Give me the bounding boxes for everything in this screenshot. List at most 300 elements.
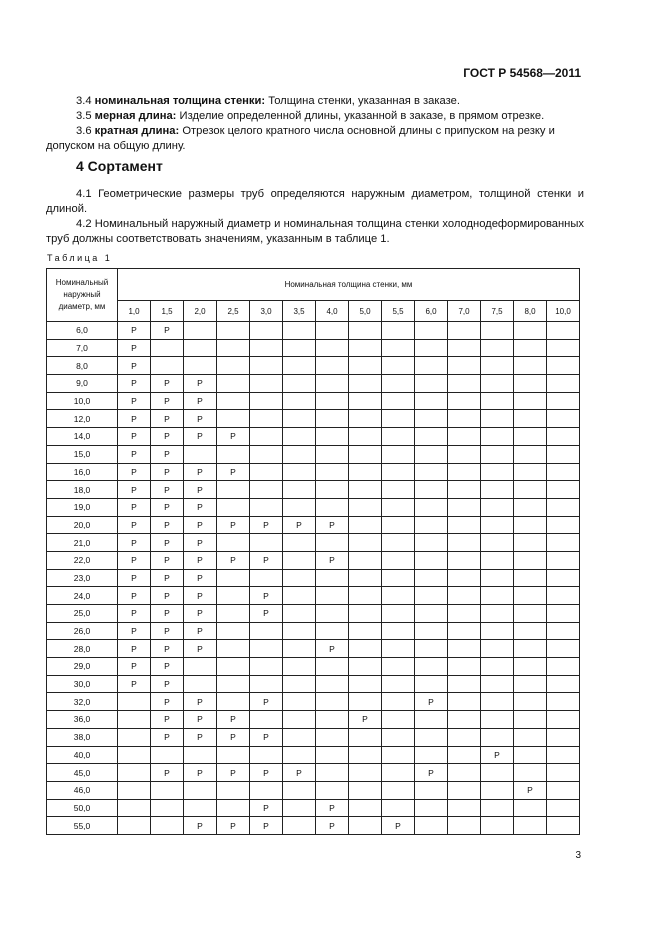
availability-cell <box>382 764 415 782</box>
availability-cell <box>514 817 547 835</box>
availability-cell <box>283 622 316 640</box>
availability-cell <box>547 658 580 676</box>
table-row <box>47 675 580 693</box>
availability-cell <box>514 322 547 340</box>
availability-cell <box>283 658 316 676</box>
availability-cell <box>316 622 349 640</box>
availability-cell: P <box>250 817 283 835</box>
diameter-cell: 12,0 <box>47 410 118 428</box>
availability-cell <box>481 322 514 340</box>
thickness-header-cell: 6,0 <box>415 301 448 322</box>
availability-cell: P <box>151 711 184 729</box>
availability-cell <box>184 445 217 463</box>
availability-cell <box>250 622 283 640</box>
availability-cell: P <box>118 605 151 623</box>
table-row <box>47 817 580 835</box>
definition-3-6 <box>46 124 584 154</box>
availability-cell: P <box>184 392 217 410</box>
availability-cell <box>514 551 547 569</box>
availability-cell <box>349 445 382 463</box>
availability-cell <box>316 357 349 375</box>
availability-cell: P <box>316 817 349 835</box>
availability-cell <box>382 569 415 587</box>
availability-cell <box>250 357 283 375</box>
thickness-values-row <box>47 301 580 322</box>
availability-cell <box>448 516 481 534</box>
diameter-cell: 20,0 <box>47 516 118 534</box>
availability-cell <box>118 817 151 835</box>
definition-term: кратная длина: <box>94 125 180 137</box>
availability-cell <box>316 587 349 605</box>
availability-cell <box>415 551 448 569</box>
availability-cell <box>250 339 283 357</box>
availability-cell <box>514 622 547 640</box>
availability-cell <box>415 746 448 764</box>
diameter-cell: 50,0 <box>47 799 118 817</box>
availability-cell <box>184 799 217 817</box>
availability-cell <box>547 799 580 817</box>
availability-cell <box>448 675 481 693</box>
availability-cell <box>217 675 250 693</box>
table-row <box>47 498 580 516</box>
availability-cell <box>481 445 514 463</box>
availability-cell <box>547 693 580 711</box>
availability-cell <box>349 817 382 835</box>
table-row <box>47 534 580 552</box>
availability-cell: P <box>151 481 184 499</box>
availability-cell <box>514 375 547 393</box>
availability-cell <box>382 693 415 711</box>
table-row <box>47 746 580 764</box>
definition-text: Толщина стенки, указанная в заказе. <box>265 95 460 107</box>
availability-cell <box>382 675 415 693</box>
availability-cell <box>481 764 514 782</box>
availability-cell: P <box>118 428 151 446</box>
availability-cell <box>349 375 382 393</box>
availability-cell <box>382 375 415 393</box>
availability-cell <box>118 728 151 746</box>
availability-cell <box>481 569 514 587</box>
availability-cell <box>547 587 580 605</box>
availability-cell: P <box>118 658 151 676</box>
availability-cell <box>217 587 250 605</box>
diameter-cell: 9,0 <box>47 375 118 393</box>
availability-cell: P <box>217 516 250 534</box>
definition-term: номинальная толщина стенки: <box>94 95 266 107</box>
table-row <box>47 463 580 481</box>
availability-cell: P <box>349 711 382 729</box>
table-row <box>47 322 580 340</box>
thickness-header-cell: 5,5 <box>382 301 415 322</box>
availability-cell: P <box>118 534 151 552</box>
availability-cell <box>283 375 316 393</box>
availability-cell: P <box>118 357 151 375</box>
availability-cell <box>415 799 448 817</box>
availability-cell: P <box>151 551 184 569</box>
definition-term: мерная длина: <box>94 110 177 122</box>
availability-cell: P <box>184 516 217 534</box>
availability-cell <box>514 746 547 764</box>
availability-cell <box>382 781 415 799</box>
availability-cell: P <box>250 728 283 746</box>
availability-cell <box>283 428 316 446</box>
availability-cell: P <box>184 605 217 623</box>
availability-cell <box>184 339 217 357</box>
availability-cell <box>316 746 349 764</box>
availability-cell <box>349 410 382 428</box>
section-title: 4 Сортамент <box>76 158 163 174</box>
availability-cell: P <box>151 658 184 676</box>
availability-cell <box>514 357 547 375</box>
availability-cell <box>217 799 250 817</box>
availability-cell <box>382 534 415 552</box>
availability-cell <box>547 711 580 729</box>
availability-cell <box>547 392 580 410</box>
thickness-header-cell: 5,0 <box>349 301 382 322</box>
availability-cell <box>283 357 316 375</box>
availability-cell: P <box>184 498 217 516</box>
availability-cell <box>250 746 283 764</box>
availability-cell <box>382 481 415 499</box>
availability-cell <box>382 428 415 446</box>
availability-cell: P <box>118 481 151 499</box>
diameter-cell: 8,0 <box>47 357 118 375</box>
availability-cell <box>415 392 448 410</box>
table-label: Таблица 1 <box>47 253 113 263</box>
availability-cell: P <box>151 534 184 552</box>
availability-cell <box>349 551 382 569</box>
availability-cell <box>349 658 382 676</box>
availability-cell <box>349 640 382 658</box>
availability-cell: P <box>217 711 250 729</box>
availability-cell <box>547 764 580 782</box>
availability-cell <box>283 675 316 693</box>
thickness-header-cell: 1,0 <box>118 301 151 322</box>
availability-cell <box>283 410 316 428</box>
availability-cell <box>349 534 382 552</box>
availability-cell <box>283 392 316 410</box>
availability-cell <box>283 445 316 463</box>
diameter-cell: 26,0 <box>47 622 118 640</box>
availability-cell <box>217 498 250 516</box>
availability-cell: P <box>151 587 184 605</box>
availability-cell <box>250 410 283 428</box>
availability-cell <box>481 587 514 605</box>
availability-cell: P <box>481 746 514 764</box>
availability-cell <box>283 728 316 746</box>
availability-cell: P <box>250 605 283 623</box>
availability-cell <box>151 817 184 835</box>
availability-cell: P <box>118 551 151 569</box>
availability-cell <box>415 587 448 605</box>
availability-cell <box>382 445 415 463</box>
availability-cell <box>481 534 514 552</box>
diameter-cell: 15,0 <box>47 445 118 463</box>
table-row <box>47 711 580 729</box>
availability-cell <box>481 516 514 534</box>
availability-cell <box>349 428 382 446</box>
availability-cell <box>415 728 448 746</box>
availability-cell <box>283 817 316 835</box>
availability-cell <box>382 339 415 357</box>
availability-cell <box>481 392 514 410</box>
availability-cell <box>217 781 250 799</box>
availability-cell <box>415 357 448 375</box>
availability-cell <box>547 463 580 481</box>
availability-cell <box>316 410 349 428</box>
table-row <box>47 410 580 428</box>
availability-cell <box>250 711 283 729</box>
diameter-cell: 40,0 <box>47 746 118 764</box>
diameter-cell: 30,0 <box>47 675 118 693</box>
availability-cell <box>283 481 316 499</box>
availability-cell <box>514 799 547 817</box>
availability-cell: P <box>151 693 184 711</box>
availability-cell <box>283 534 316 552</box>
availability-cell: P <box>151 675 184 693</box>
availability-cell <box>415 817 448 835</box>
availability-cell <box>481 799 514 817</box>
availability-cell: P <box>217 764 250 782</box>
availability-cell <box>217 534 250 552</box>
availability-cell <box>250 658 283 676</box>
availability-cell: P <box>217 428 250 446</box>
availability-cell <box>415 516 448 534</box>
availability-cell <box>250 481 283 499</box>
availability-cell: P <box>250 693 283 711</box>
availability-cell <box>184 675 217 693</box>
availability-cell <box>316 392 349 410</box>
availability-cell <box>415 781 448 799</box>
availability-cell: P <box>151 498 184 516</box>
availability-cell: P <box>415 693 448 711</box>
availability-cell <box>547 622 580 640</box>
diameter-cell: 6,0 <box>47 322 118 340</box>
definition-text: Изделие определенной длины, указанной в заказе, в прямом отрезке. <box>176 110 545 122</box>
definition-number: 3.6 <box>76 125 92 137</box>
availability-cell <box>250 675 283 693</box>
availability-cell <box>349 693 382 711</box>
availability-cell <box>448 640 481 658</box>
availability-cell <box>514 463 547 481</box>
availability-cell <box>481 463 514 481</box>
availability-cell: P <box>250 799 283 817</box>
availability-cell <box>481 622 514 640</box>
availability-cell <box>481 817 514 835</box>
availability-cell <box>316 605 349 623</box>
table-row <box>47 569 580 587</box>
availability-cell <box>514 410 547 428</box>
availability-cell <box>415 498 448 516</box>
availability-cell <box>316 781 349 799</box>
availability-cell <box>349 675 382 693</box>
availability-cell <box>415 534 448 552</box>
table-row <box>47 339 580 357</box>
diameter-cell: 14,0 <box>47 428 118 446</box>
availability-cell <box>316 693 349 711</box>
availability-cell <box>481 498 514 516</box>
availability-cell <box>481 640 514 658</box>
availability-cell <box>547 605 580 623</box>
availability-cell: P <box>184 728 217 746</box>
availability-cell <box>382 322 415 340</box>
availability-cell <box>448 746 481 764</box>
table-row <box>47 551 580 569</box>
availability-cell: P <box>118 339 151 357</box>
availability-cell <box>481 551 514 569</box>
availability-cell: P <box>184 375 217 393</box>
availability-cell: P <box>151 622 184 640</box>
availability-cell <box>184 781 217 799</box>
definition-3-5 <box>46 109 584 124</box>
diameter-cell: 38,0 <box>47 728 118 746</box>
availability-cell <box>151 357 184 375</box>
availability-cell <box>415 463 448 481</box>
availability-cell <box>481 781 514 799</box>
availability-cell: P <box>316 640 349 658</box>
availability-cell <box>349 339 382 357</box>
availability-cell <box>217 375 250 393</box>
thickness-header-cell: 3,5 <box>283 301 316 322</box>
thickness-header-cell: 4,0 <box>316 301 349 322</box>
availability-cell <box>283 781 316 799</box>
availability-cell <box>415 322 448 340</box>
availability-cell: P <box>250 587 283 605</box>
availability-cell <box>448 551 481 569</box>
availability-cell: P <box>316 551 349 569</box>
availability-cell <box>514 498 547 516</box>
availability-cell <box>316 481 349 499</box>
availability-cell <box>547 534 580 552</box>
availability-cell <box>151 339 184 357</box>
paragraph-4-1: 4.1 Геометрические размеры труб определяются наружным диаметром, толщиной стенки и длиной. <box>46 188 584 215</box>
availability-cell: P <box>217 463 250 481</box>
availability-cell <box>217 605 250 623</box>
thickness-header-cell: 1,5 <box>151 301 184 322</box>
availability-cell <box>547 516 580 534</box>
availability-cell: P <box>151 445 184 463</box>
availability-cell <box>382 622 415 640</box>
availability-cell <box>514 711 547 729</box>
availability-cell <box>415 675 448 693</box>
availability-cell: P <box>415 764 448 782</box>
availability-cell <box>448 498 481 516</box>
availability-cell <box>481 339 514 357</box>
availability-cell <box>382 498 415 516</box>
availability-cell <box>118 746 151 764</box>
availability-cell: P <box>151 410 184 428</box>
availability-cell <box>382 605 415 623</box>
availability-cell <box>415 569 448 587</box>
availability-cell <box>151 746 184 764</box>
availability-cell <box>514 534 547 552</box>
availability-cell <box>448 428 481 446</box>
availability-cell <box>250 392 283 410</box>
availability-cell <box>217 322 250 340</box>
availability-cell <box>547 445 580 463</box>
availability-cell: P <box>184 534 217 552</box>
diameter-cell: 45,0 <box>47 764 118 782</box>
availability-cell: P <box>118 569 151 587</box>
availability-cell <box>481 711 514 729</box>
availability-cell <box>415 622 448 640</box>
availability-cell <box>547 551 580 569</box>
document-code: ГОСТ Р 54568—2011 <box>463 66 581 80</box>
availability-cell <box>415 375 448 393</box>
availability-cell <box>283 322 316 340</box>
availability-cell <box>217 392 250 410</box>
availability-cell <box>448 375 481 393</box>
availability-cell <box>151 799 184 817</box>
table-row <box>47 587 580 605</box>
availability-cell <box>217 445 250 463</box>
availability-cell: P <box>118 392 151 410</box>
availability-cell <box>382 392 415 410</box>
availability-cell: P <box>217 817 250 835</box>
availability-cell: P <box>283 516 316 534</box>
table-row <box>47 640 580 658</box>
availability-cell: P <box>118 587 151 605</box>
availability-cell <box>316 534 349 552</box>
availability-cell <box>547 569 580 587</box>
thickness-header-cell: 7,5 <box>481 301 514 322</box>
availability-cell: P <box>184 569 217 587</box>
availability-cell <box>316 498 349 516</box>
availability-cell <box>283 587 316 605</box>
availability-cell: P <box>250 551 283 569</box>
availability-cell <box>514 693 547 711</box>
availability-cell <box>415 711 448 729</box>
availability-cell: P <box>151 640 184 658</box>
availability-cell <box>349 481 382 499</box>
availability-cell <box>547 728 580 746</box>
availability-cell: P <box>151 375 184 393</box>
availability-cell <box>514 481 547 499</box>
availability-cell <box>349 746 382 764</box>
availability-cell <box>349 322 382 340</box>
availability-cell <box>514 339 547 357</box>
table-row <box>47 622 580 640</box>
availability-cell <box>184 746 217 764</box>
availability-cell <box>382 658 415 676</box>
availability-cell: P <box>184 428 217 446</box>
availability-cell <box>283 605 316 623</box>
availability-cell <box>250 640 283 658</box>
diameter-cell: 10,0 <box>47 392 118 410</box>
availability-cell: P <box>250 516 283 534</box>
availability-cell <box>283 569 316 587</box>
availability-cell <box>349 781 382 799</box>
availability-cell: P <box>151 392 184 410</box>
availability-cell <box>547 481 580 499</box>
table-row <box>47 516 580 534</box>
availability-cell: P <box>151 569 184 587</box>
availability-cell <box>448 410 481 428</box>
diameter-cell: 22,0 <box>47 551 118 569</box>
availability-cell: P <box>217 551 250 569</box>
availability-cell <box>118 799 151 817</box>
availability-cell <box>547 498 580 516</box>
availability-cell <box>547 410 580 428</box>
availability-cell <box>481 605 514 623</box>
availability-cell <box>481 357 514 375</box>
diameter-cell: 7,0 <box>47 339 118 357</box>
availability-cell <box>316 322 349 340</box>
diameter-header: Номинальный наружный диаметр, мм <box>47 269 118 322</box>
availability-cell <box>283 711 316 729</box>
availability-cell: P <box>151 605 184 623</box>
availability-cell <box>283 746 316 764</box>
